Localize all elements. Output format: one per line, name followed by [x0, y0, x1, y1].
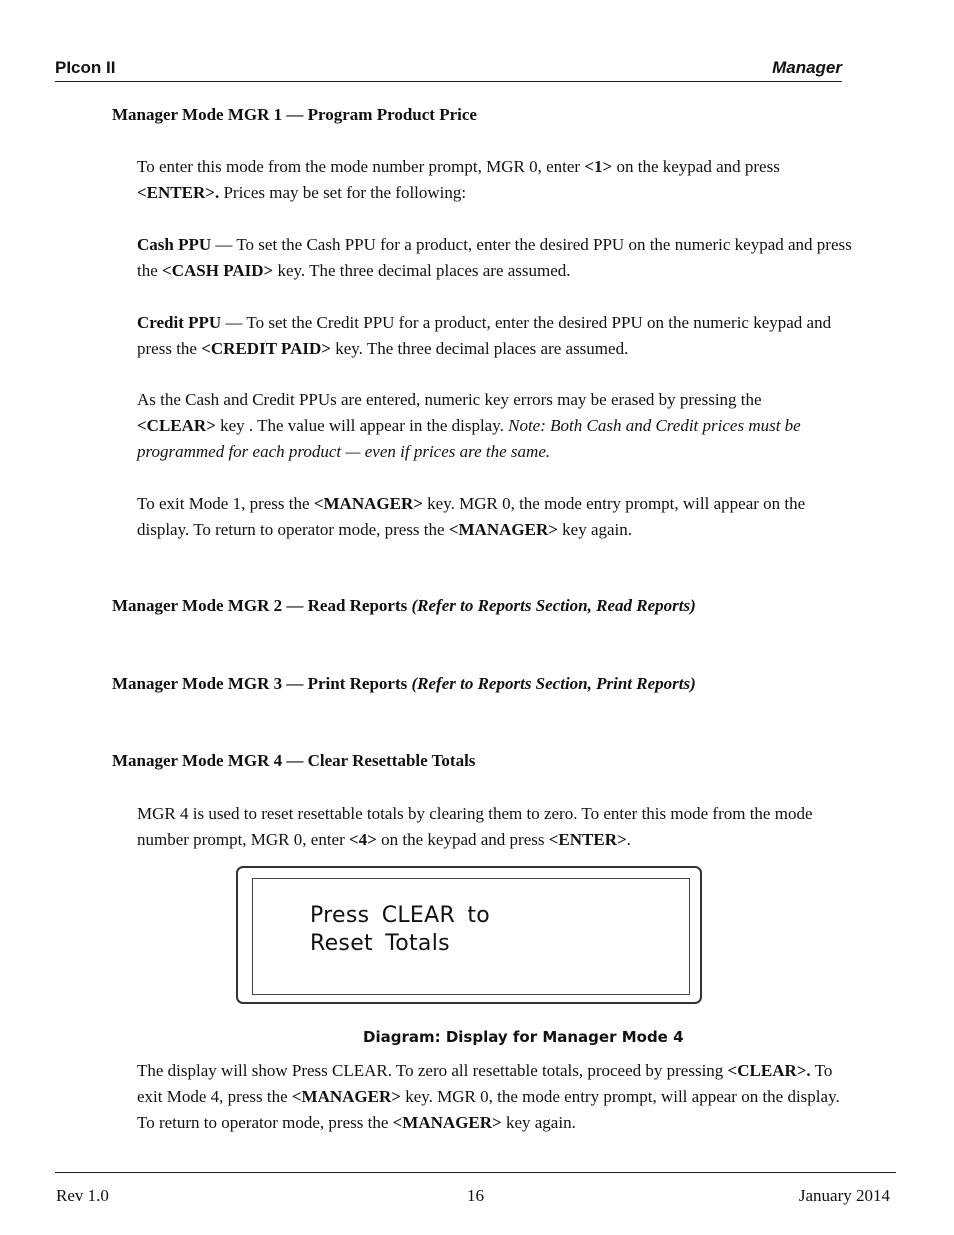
mgr3-reference: (Refer to Reports Section, Print Reports): [407, 674, 696, 693]
mgr4-heading: Manager Mode MGR 4 — Clear Resettable Totals: [112, 751, 476, 770]
mgr3-heading: Manager Mode MGR 3 — Print Reports (Refer to Reports Section, Print Reports): [112, 674, 696, 693]
note-text: Note: Both Cash and Credit prices must be programmed for each product — even if prices are the same.: [137, 416, 801, 461]
mgr1-paragraph-cash-ppu: Cash PPU — To set the Cash PPU for a product, enter the desired PPU on the numeric keypad and press the <CASH PAID> key. The three decimal places are assumed.: [137, 235, 852, 280]
section-title: Manager: [772, 58, 842, 77]
mgr2-reference: (Refer to Reports Section, Read Reports): [407, 596, 696, 615]
display-line-1: Press CLEAR to: [310, 903, 491, 928]
mgr1-paragraph-enter: To enter this mode from the mode number prompt, MGR 0, enter <1> on the keypad and press <ENTER>. Prices may be set for the following:: [137, 157, 780, 202]
header-divider: [55, 81, 842, 82]
date-label: January 2014: [798, 1186, 890, 1205]
mgr2-heading: Manager Mode MGR 2 — Read Reports (Refer to Reports Section, Read Reports): [112, 596, 696, 615]
mgr1-paragraph-exit: To exit Mode 1, press the <MANAGER> key. MGR 0, the mode entry prompt, will appear on the display. To return to operator mode, press the <MANAGER> key again.: [137, 494, 806, 539]
product-title: PIcon II: [55, 58, 116, 77]
mgr1-paragraph-clear: As the Cash and Credit PPUs are entered, numeric key errors may be erased by pressing the <CLEAR> key . The value will appear in the display. Note: Both Cash and Credit prices must be programmed for each product — even if prices are the same.: [137, 390, 801, 461]
footer-divider: [55, 1172, 896, 1173]
mgr1-paragraph-credit-ppu: Credit PPU — To set the Credit PPU for a product, enter the desired PPU on the numeric keypad and press the <CREDIT PAID> key. The three decimal places are assumed.: [137, 313, 832, 358]
mgr4-paragraph-clear: The display will show Press CLEAR. To zero all resettable totals, proceed by pressing <CLEAR>. To exit Mode 4, press the <MANAGER> key. MGR 0, the mode entry prompt, will appear on the display. To return to operator mode, press the <MANAGER> key again.: [137, 1061, 840, 1132]
page-number: 16: [467, 1186, 484, 1205]
diagram-caption: Diagram: Display for Manager Mode 4: [363, 1028, 684, 1046]
display-line-2: Reset Totals: [310, 931, 450, 956]
mgr1-heading: Manager Mode MGR 1 — Program Product Price: [112, 105, 477, 124]
revision-label: Rev 1.0: [56, 1186, 109, 1205]
mgr4-paragraph-enter: MGR 4 is used to reset resettable totals by clearing them to zero. To enter this mode from the mode number prompt, MGR 0, enter <4> on the keypad and press <ENTER>.: [137, 804, 813, 849]
